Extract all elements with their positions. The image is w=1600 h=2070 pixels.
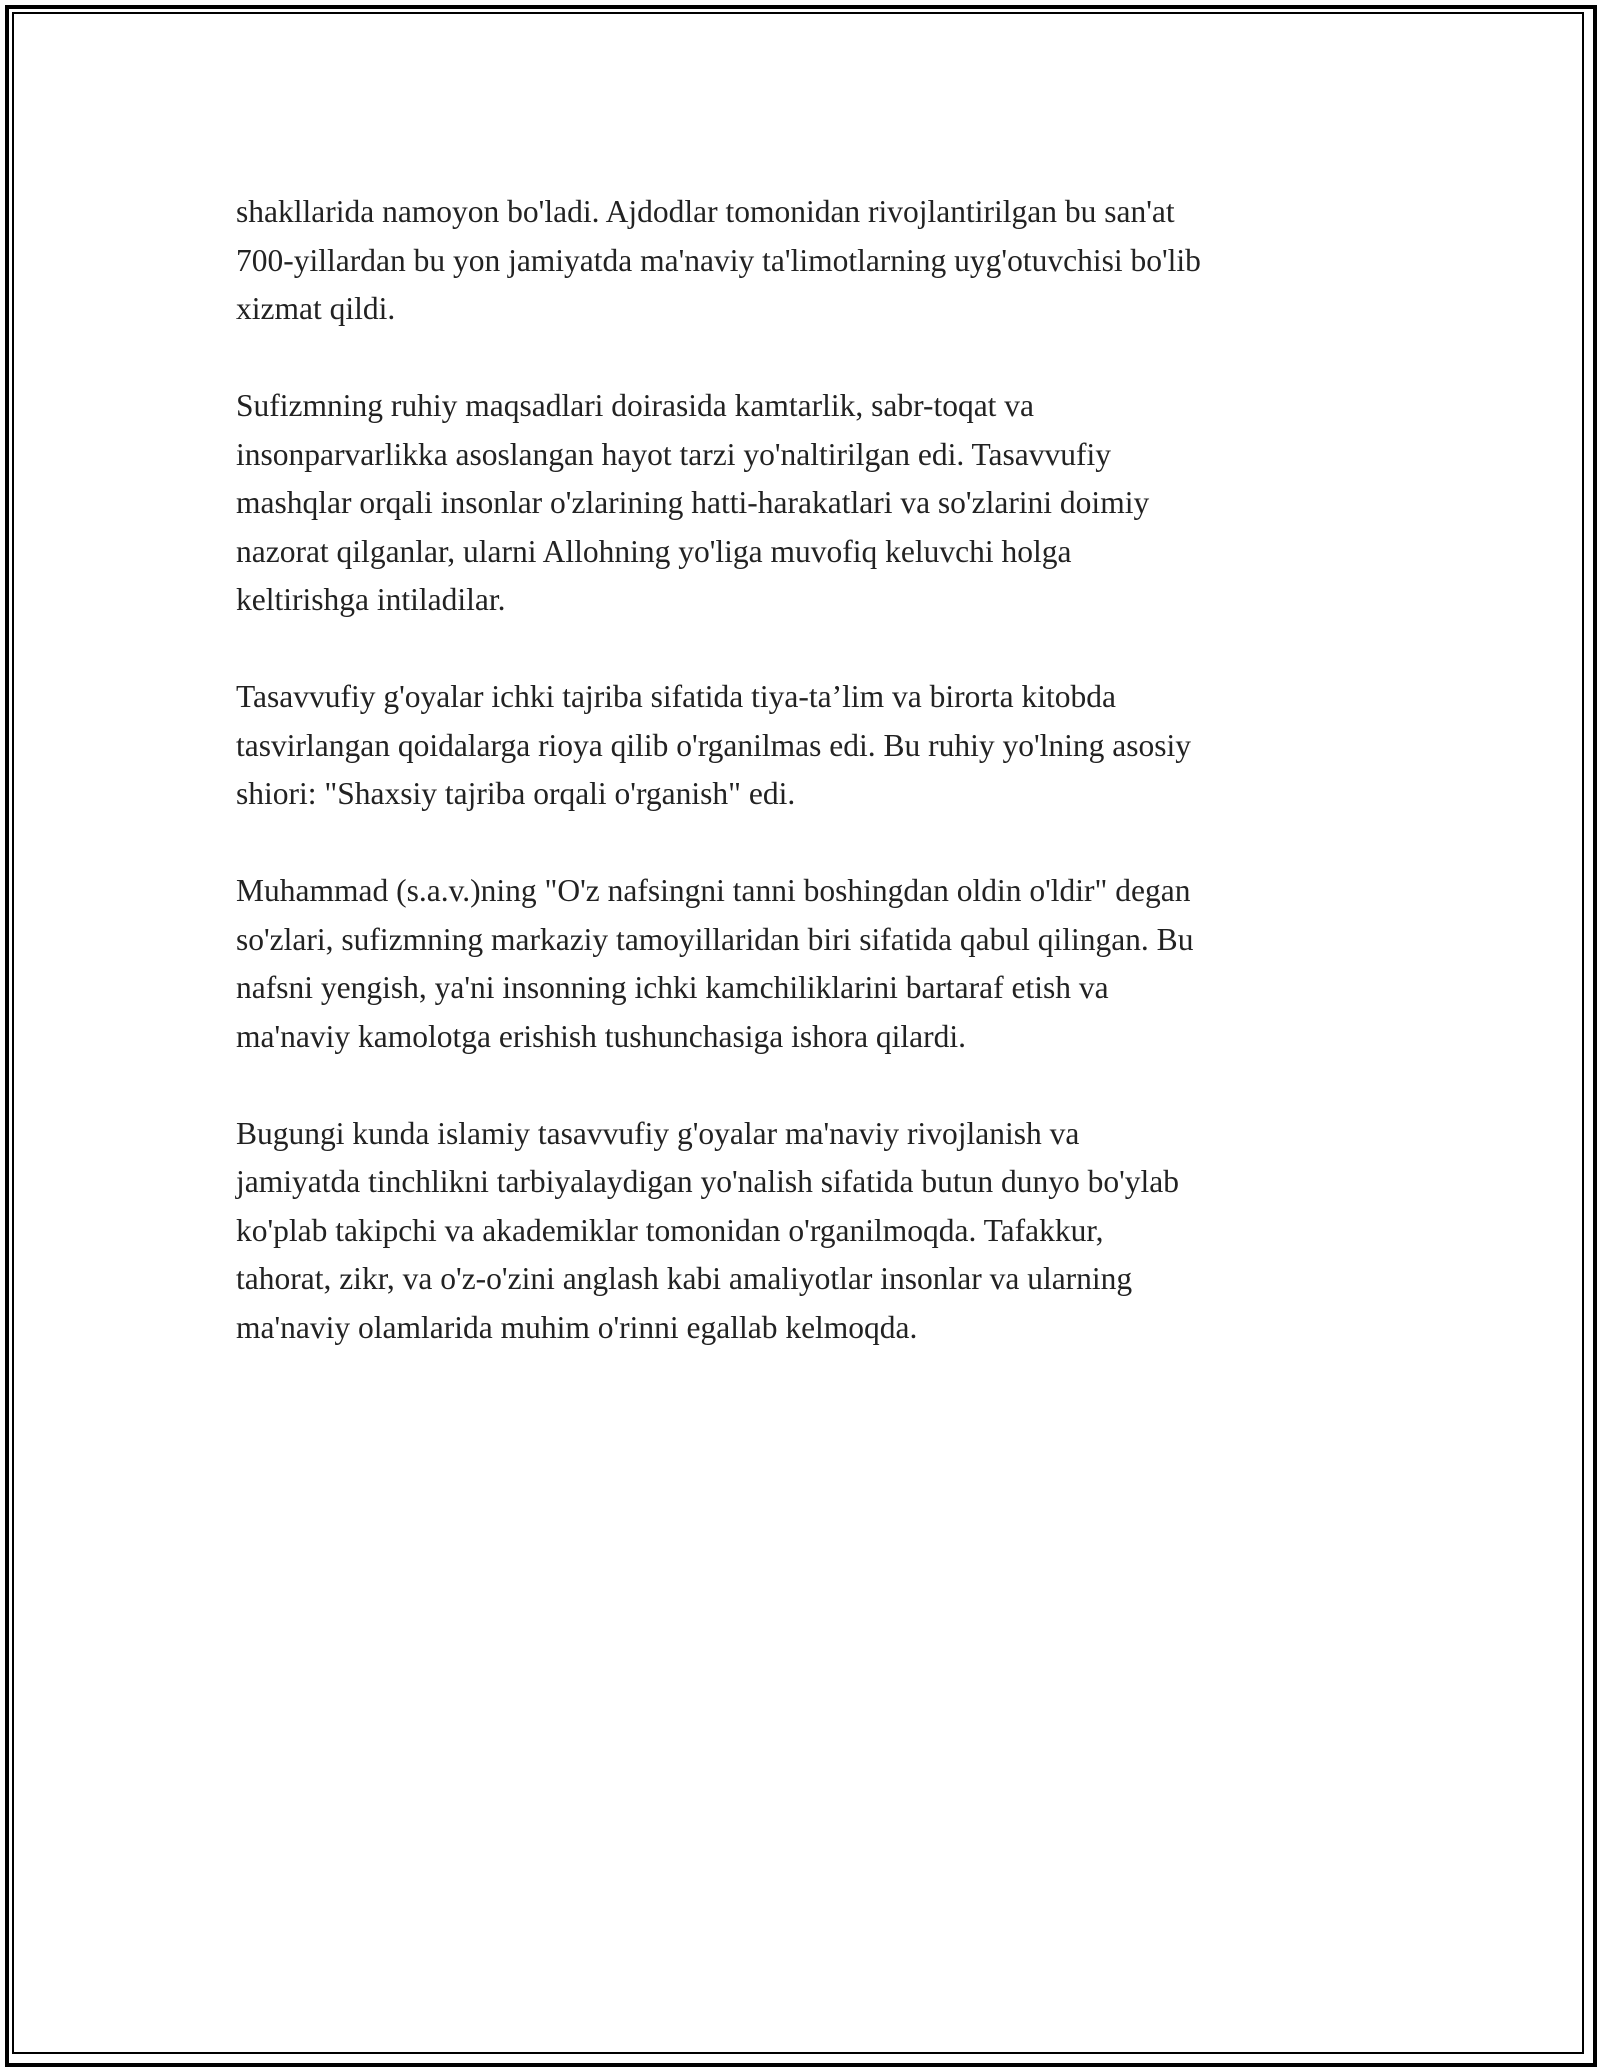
document-body bbox=[236, 188, 1376, 1401]
paragraph: Tasavvufiy g'oyalar ichki tajriba sifatida tiya-ta’lim va birorta kitobda tasvirlangan qoidalarga rioya qilib o'rganilmas edi. Bu ruhiy yo'lning asosiy shiori: "Shaxsiy tajriba orqali o'rganish" edi. bbox=[236, 679, 1192, 811]
paragraph: Muhammad (s.a.v.)ning "O'z nafsingni tanni boshingdan oldin o'ldir" degan so'zlari, sufizmning markaziy tamoyillaridan biri sifatida qabul qilingan. Bu nafsni yengish, ya'ni insonning ichki kamchiliklarini bartaraf etish va ma'naviy kamolotga erishish tushunchasiga ishora qilardi. bbox=[236, 873, 1194, 1054]
paragraph: Bugungi kunda islamiy tasavvufiy g'oyalar ma'naviy rivojlanish va jamiyatda tinchlikni tarbiyalaydigan yo'nalish sifatida butun dunyo bo'ylab ko'plab takipchi va akademiklar tomonidan o'rganilmoqda. Tafakkur, tahorat, zikr, va o'z-o'zini anglash kabi amaliyotlar insonlar va ularning ma'naviy olamlarida muhim o'rinni egallab kelmoqda. bbox=[236, 1115, 1180, 1345]
paragraph: shakllarida namoyon bo'ladi. Ajdodlar tomonidan rivojlantirilgan bu san'at 700-yillardan bu yon jamiyatda ma'naviy ta'limotlarning uyg'otuvchisi bo'lib xizmat qildi. bbox=[236, 194, 1201, 326]
paragraph: Sufizmning ruhiy maqsadlari doirasida kamtarlik, sabr-toqat va insonparvarlikka asoslangan hayot tarzi yo'naltirilgan edi. Tasavvufiy mashqlar orqali insonlar o'zlarining hatti-harakatlari va so'zlarini doimiy nazorat qilganlar, ularni Allohning yo'liga muvofiq keluvchi holga keltirishga intiladilar. bbox=[236, 388, 1150, 617]
